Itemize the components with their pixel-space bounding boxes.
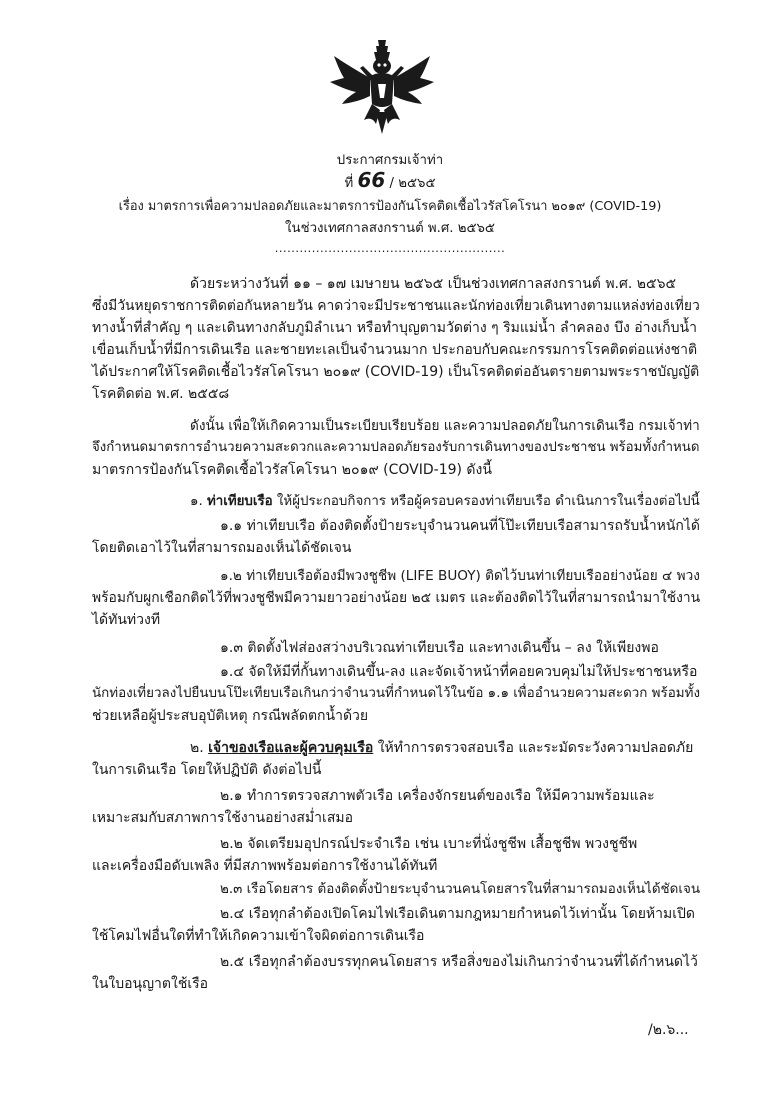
intro-line-1: ด้วยระหว่างวันที่ ๑๑ – ๑๗ เมษายน ๒๕๖๕ เป็นช่วงเทศกาลสงกรานต์ พ.ศ. ๒๕๖๕: [190, 276, 677, 292]
section-2-title: เจ้าของเรือและผู้ควบคุมเรือ: [208, 740, 374, 756]
issuer-title: ประกาศกรมเจ้าท่า: [336, 153, 444, 168]
therefore-line-2: จึงกำหนดมาตรการอำนวยความสะดวกและความปลอดภัยรองรับการเดินทางของประชาชน พร้อมทั้งกำหนด: [92, 440, 700, 455]
section-1-title: ท่าเทียบเรือ: [206, 494, 273, 509]
section-2-rest: ให้ทำการตรวจสอบเรือ และระมัดระวังความปลอดภัย: [373, 740, 694, 756]
item-2-5-line-1: ๒.๕ เรือทุกลำต้องบรรทุกคนโดยสาร หรือสิ่งของไม่เกินกว่าจำนวนที่ได้กำหนดไว้: [220, 954, 698, 970]
item-2-1-line-1: ๒.๑ ทำการตรวจสภาพตัวเรือ เครื่องจักรยนต์ของเรือ ให้มีความพร้อมและ: [220, 788, 655, 804]
item-2-5-line-2: ในใบอนุญาตใช้เรือ: [92, 976, 209, 992]
section-2-number: ๒.: [190, 740, 209, 756]
item-2-4-line-2: ใช้โคมไฟอื่นใดที่ทำให้เกิดความเข้าใจผิดต่อการเดินเรือ: [92, 928, 425, 944]
subject-line-1: เรื่อง มาตรการเพื่อความปลอดภัยและมาตรการป้องกันโรคติดเชื้อไวรัสโคโรนา ๒๐๑๙ (COVID-19): [118, 199, 662, 214]
announcement-number: [0, 170, 780, 194]
intro-line-2: ซึ่งมีวันหยุดราชการติดต่อกันหลายวัน คาดว่าจะมีประชาชนและนักท่องเที่ยวเดินทางตามแหล่งท่องเที่ยว: [92, 298, 700, 314]
intro-line-3: ทางน้ำที่สำคัญ ๆ และเดินทางกลับภูมิลำเนา หรือทำบุญตามวัดต่าง ๆ ริมแม่น้ำ ลำคลอง บึง อ่างเก็บน้ำ: [92, 320, 697, 336]
section-1-heading: [190, 492, 700, 512]
item-1-1-line-2: โดยติดเอาไว้ในที่สามารถมองเห็นได้ชัดเจน: [92, 540, 352, 556]
intro-line-5: ได้ประกาศให้โรคติดเชื้อไวรัสโคโรนา ๒๐๑๙ (COVID-19) เป็นโรคติดต่ออันตรายตามพระราชบัญญัติ: [92, 364, 700, 380]
section-2-continuation: ในการเดินเรือ โดยให้ปฏิบัติ ดังต่อไปนี้: [92, 762, 322, 778]
intro-line-4: เขื่อนเก็บน้ำที่มีการเดินเรือ และชายทะเลเป็นจำนวนมาก ประกอบกับคณะกรรมการโรคติดต่อแห่งชาติ: [92, 342, 698, 358]
item-1-2-line-1: ๑.๒ ท่าเทียบเรือต้องมีพวงชูชีพ (LIFE BUOY) ติดไว้บนท่าเทียบเรืออย่างน้อย ๔ พวง: [220, 568, 700, 584]
item-1-2-line-3: ได้ทันท่วงที: [92, 612, 161, 628]
item-1-2-line-2: พร้อมกับผูกเชือกติดไว้ที่พวงชูชีพมีความยาวอย่างน้อย ๒๕ เมตร และต้องติดไว้ในที่สามารถนำมาใช้งาน: [92, 590, 701, 606]
item-1-1-line-1: ๑.๑ ท่าเทียบเรือ ต้องติดตั้งป้ายระบุจำนวนคนที่โป๊ะเทียบเรือสามารถรับน้ำหนักได้: [220, 518, 700, 534]
therefore-line-3: มาตรการป้องกันโรคติดเชื้อไวรัสโคโรนา ๒๐๑๙ (COVID-19) ดังนี้: [92, 462, 492, 478]
number-year: / ๒๕๖๕: [389, 176, 436, 191]
item-1-3-line-1: ๑.๓ ติดตั้งไฟส่องสว่างบริเวณท่าเทียบเรือ และทางเดินขึ้น – ลง ให้เพียงพอ: [220, 640, 659, 656]
section-1-rest: ให้ผู้ประกอบกิจการ หรือผู้ครอบครองท่าเทียบเรือ ดำเนินการในเรื่องต่อไปนี้: [272, 494, 700, 509]
item-1-4-line-3: ช่วยเหลือผู้ประสบอุบัติเหตุ กรณีพลัดตกน้ำด้วย: [92, 708, 369, 724]
item-2-2-line-1: ๒.๒ จัดเตรียมอุปกรณ์ประจำเรือ เช่น เบาะที่นั่งชูชีพ เสื้อชูชีพ พวงชูชีพ: [220, 836, 638, 852]
item-1-4-line-2: นักท่องเที่ยวลงไปยืนบนโป๊ะเทียบเรือเกินกว่าจำนวนที่กำหนดไว้ในข้อ ๑.๑ เพื่ออำนวยความสะดวก พร้อมทั้ง: [92, 686, 700, 701]
item-2-2-line-2: และเครื่องมือดับเพลิง ที่มีสภาพพร้อมต่อการใช้งานได้ทันที: [92, 858, 438, 874]
subject-line-2: ในช่วงเทศกาลสงกรานต์ พ.ศ. ๒๕๖๕: [285, 221, 495, 236]
number-value: 66: [357, 168, 386, 192]
item-2-3-line-1: ๒.๓ เรือโดยสาร ต้องติดตั้งป้ายระบุจำนวนคนโดยสารในที่สามารถมองเห็นได้ชัดเจน: [220, 882, 701, 897]
section-2-heading: [190, 738, 693, 758]
garuda-emblem-icon: [322, 38, 442, 138]
separator-line: ........................................................: [274, 241, 506, 255]
item-2-1-line-2: เหมาะสมกับสภาพการใช้งานอย่างสม่ำเสมอ: [92, 810, 353, 826]
therefore-line-1: ดังนั้น เพื่อให้เกิดความเป็นระเบียบเรียบร้อย และความปลอดภัยในการเดินเรือ กรมเจ้าท่า: [190, 418, 700, 434]
section-1-number: ๑.: [190, 494, 207, 509]
intro-line-6: โรคติดต่อ พ.ศ. ๒๕๕๘: [92, 386, 230, 402]
item-2-4-line-1: ๒.๔ เรือทุกลำต้องเปิดโคมไฟเรือเดินตามกฎหมายกำหนดไว้เท่านั้น โดยห้ามเปิด: [220, 906, 695, 922]
number-prefix: ที่: [344, 176, 354, 191]
continuation-marker: /๒.๖...: [648, 1022, 689, 1038]
item-1-4-line-1: ๑.๔ จัดให้มีที่กั้นทางเดินขึ้น-ลง และจัดเจ้าหน้าที่คอยควบคุมไม่ให้ประชาชนหรือ: [220, 664, 698, 680]
